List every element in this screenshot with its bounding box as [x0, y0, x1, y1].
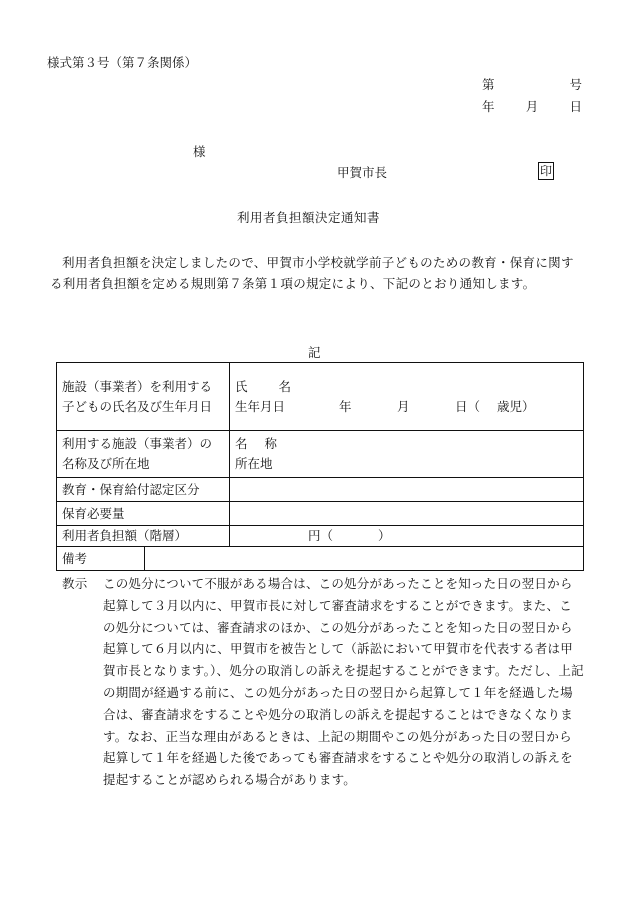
- doc-number-prefix: 第: [482, 77, 495, 92]
- birth-month-label: 月: [397, 398, 410, 414]
- document-date: [482, 97, 582, 115]
- facility-address-label: 所在地: [235, 456, 273, 471]
- row-header-care-amount: 保育必要量: [57, 502, 230, 526]
- facility-name-char1: 名: [235, 436, 248, 451]
- child-name-label: [235, 377, 291, 397]
- birth-date-line: [235, 397, 578, 417]
- certification-value-cell: [230, 478, 584, 502]
- row-header-certification: 教育・保育給付認定区分: [57, 478, 230, 502]
- recipient-suffix: 様: [193, 144, 206, 159]
- issuer-name: 甲賀市長: [337, 165, 388, 180]
- table-row: [57, 431, 584, 478]
- date-month-label: 月: [525, 99, 539, 114]
- row-header-facility: 利用する施設（事業者）の名称及び所在地: [57, 431, 230, 478]
- form-number: 様式第３号（第７条関係）: [47, 55, 198, 70]
- date-year-label: 年: [482, 99, 495, 114]
- info-table: [56, 362, 584, 571]
- fee-value-cell: [230, 526, 584, 547]
- table-row: [57, 502, 584, 526]
- fee-yen-label: 円（: [308, 528, 334, 543]
- row-header-fee: 利用者負担額（階層）: [57, 526, 230, 547]
- birth-day-label: 日（: [455, 398, 481, 414]
- notice-section: [62, 573, 584, 791]
- table-row: [57, 363, 584, 431]
- notice-text: この処分について不服がある場合は、この処分があったことを知った日の翌日から起算して３月以内に、甲賀市長に対して審査請求をすることができます。また、この処分については、審査請求のほか、この処分があったことを知った日の翌日から起算して６月以内に、甲賀市を被告として（訴訟において甲賀市を代表する者は甲賀市長となります。）、処分の取消しの訴えを提起することができます。ただし、上記の期間が経過する前に、この処分があった日の翌日から起算して１年を経過した場合は、審査請求をすることや処分の取消しの訴えを提起することはできなくなります。なお、正当な理由があるときは、上記の期間やこの処分があった日の翌日から起算して１年を経過した後であっても審査請求をすることや処分の取消しの訴えを提起することが認められる場合があります。: [103, 576, 584, 788]
- remarks-value-cell: [145, 547, 583, 570]
- table-row: [57, 547, 584, 571]
- child-info-cell: [230, 363, 584, 431]
- age-class-label: 歳児）: [497, 398, 535, 414]
- facility-name-char2: 称: [264, 436, 277, 451]
- table-row: [57, 526, 584, 547]
- notice-label: 教示: [62, 576, 88, 591]
- care-amount-value-cell: [230, 502, 584, 526]
- birth-date-label: 生年月日: [235, 398, 286, 414]
- birth-year-label: 年: [339, 398, 352, 414]
- doc-number-suffix: 号: [569, 77, 582, 92]
- document-title: 利用者負担額決定通知書: [237, 210, 381, 225]
- date-day-label: 日: [569, 99, 582, 114]
- name-label-char1: 氏: [235, 378, 248, 394]
- table-row: [57, 478, 584, 502]
- body-text: 利用者負担額を決定しましたので、甲賀市小学校就学前子どものための教育・保育に関する利用者負担額を定める規則第７条第１項の規定により、下記のとおり通知します。: [50, 255, 574, 291]
- row-header-child: 施設（事業者）を利用する子どもの氏名及び生年月日: [57, 363, 230, 431]
- fee-bracket-close: ）: [378, 528, 391, 543]
- seal-mark: 印: [539, 164, 552, 178]
- document-number: [482, 75, 582, 93]
- facility-info-cell: [230, 431, 584, 478]
- row-header-remarks: [57, 547, 584, 571]
- name-label-char2: 名: [278, 378, 291, 394]
- remarks-label: 備考: [57, 547, 145, 570]
- ki-heading: 記: [308, 345, 321, 360]
- facility-name-label: [235, 434, 277, 454]
